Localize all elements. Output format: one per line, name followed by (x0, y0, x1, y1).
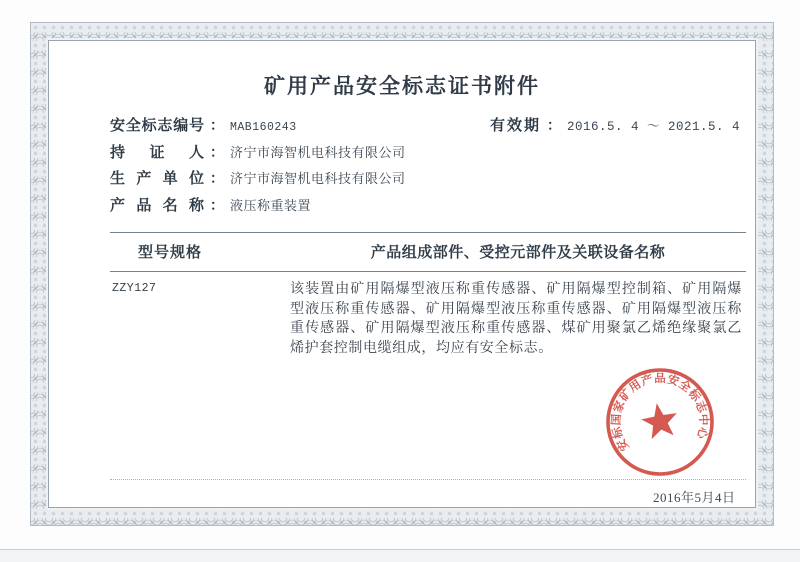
safety-mark-number-label: 安全标志编号 (110, 118, 204, 134)
scanner-foot-shade (0, 550, 800, 562)
field-row-manufacturer (110, 167, 746, 194)
components-table (110, 232, 746, 358)
components-table-header (110, 232, 746, 272)
manufacturer-label: 生产单位 (110, 171, 204, 187)
components-header: 产品组成部件、受控元部件及关联设备名称 (370, 245, 666, 261)
model-spec-header: 型号规格 (138, 245, 203, 261)
model-spec-value: ZZY127 (112, 282, 157, 295)
manufacturer-value: 济宁市海智机电科技有限公司 (230, 171, 406, 186)
colon: ： (546, 119, 561, 134)
official-red-seal (590, 352, 729, 491)
colon: ： (210, 119, 224, 134)
page-title: 矿用产品安全标志证书附件 (264, 74, 540, 98)
seal-star-icon (639, 400, 681, 440)
colon: ： (210, 172, 224, 187)
field-row-safety-mark-number (110, 114, 746, 141)
safety-mark-number-value: MAB160243 (230, 121, 297, 134)
colon: ： (210, 145, 224, 161)
field-row-certificate-holder (110, 141, 746, 168)
validity-period (490, 114, 746, 135)
product-name-label: 产品名称 (110, 197, 204, 214)
certificate-holder-value: 济宁市海智机电科技有限公司 (230, 144, 406, 160)
validity-label: 有效期 (489, 118, 541, 134)
certificate-holder-label: 持证人 (110, 144, 204, 161)
certificate-body (110, 114, 746, 358)
product-name-value: 液压称重装置 (230, 197, 312, 213)
table-row (110, 272, 746, 358)
components-description: 该装置由矿用隔爆型液压称重传感器、矿用隔爆型控制箱、矿用隔爆型液压称重传感器、矿用隔爆型液压称重传感器、矿用隔爆型液压称重传感器、矿用隔爆型液压称重传感器、煤矿用聚氯乙烯绝缘聚氯乙烯护套控制电缆组成，均应有安全标志。 (290, 282, 742, 356)
issue-date: 2016年5月4日 (653, 490, 736, 505)
colon: ： (210, 198, 224, 214)
field-row-product-name (110, 194, 746, 221)
validity-value: 2016.5. 4 ～ 2021.5. 4 (566, 120, 740, 134)
seal-text: 安标国家矿用产品安全标志中心 (610, 372, 710, 453)
